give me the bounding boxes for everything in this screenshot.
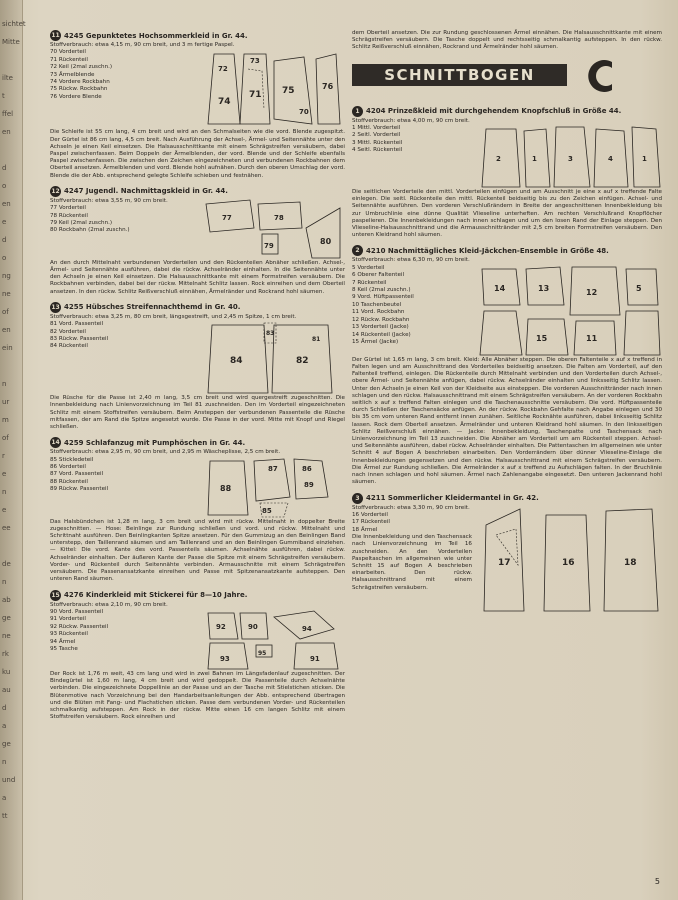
parts-list: 81 Vord. Passenteil 82 Vorderteil 83 Rückw. Passenteil 84 Rückenteil [50, 321, 109, 350]
article-4211 [352, 493, 662, 615]
material-supply: Stoffverbrauch: etwa 3,55 m, 90 cm breit. [50, 197, 168, 204]
article-title: 4276 Kinderkleid mit Stickerei für 8—10 Jahre. [64, 591, 248, 599]
svg-text:18: 18 [624, 557, 637, 568]
article-number: 15 [51, 591, 60, 599]
spine-fragment: Mitte [2, 38, 20, 46]
article-4276 [50, 590, 345, 722]
article-4247 [50, 186, 345, 296]
pattern-diagram [204, 609, 344, 671]
article-title: 4255 Hübsches Streifennachthemd in Gr. 40. [64, 303, 241, 312]
article-4245 [50, 30, 345, 180]
svg-text:83: 83 [266, 330, 275, 338]
article-title: 4245 Gepunktetes Hochsommerkleid in Gr. 44. [64, 31, 248, 40]
svg-text:1: 1 [532, 155, 537, 164]
pattern-diagram [204, 457, 344, 519]
spine-fragment: ee [2, 524, 11, 532]
spine-fragment: n [2, 578, 7, 586]
pattern-diagram [202, 198, 344, 260]
spine-fragment: en [2, 326, 11, 334]
article-number: 11 [51, 32, 60, 39]
section-title: SCHNITTBOGEN [352, 64, 567, 86]
parts-list: 70 Vorderteil 71 Rückenteil 72 Keil (2mal zuschn.) 73 Ärmelblende 74 Vordere Rockbahn 75 Rückw. Rockbahn 76 Vordere Blende [50, 49, 113, 100]
svg-text:82: 82 [296, 356, 309, 367]
svg-text:81: 81 [312, 336, 321, 344]
svg-text:13: 13 [538, 283, 550, 293]
svg-text:15: 15 [536, 333, 548, 343]
pattern-diagram [476, 265, 662, 357]
parts-list: 77 Vorderteil 78 Rückenteil 79 Keil (2mal zuschn.) 80 Rockbahn (2mal zuschn.) [50, 205, 130, 234]
pattern-diagram [204, 321, 344, 395]
svg-text:77: 77 [222, 213, 232, 222]
spine-fragment: o [2, 182, 7, 190]
svg-text:4: 4 [608, 155, 613, 164]
svg-text:1: 1 [642, 155, 647, 164]
svg-text:89: 89 [304, 480, 314, 489]
spine-fragment: ur [2, 398, 10, 406]
parts-list: 90 Vord. Passenteil 91 Vorderteil 92 Rückw. Passenteil 93 Rückenteil 94 Ärmel 95 Tasche [50, 608, 109, 652]
article-number: 3 [352, 493, 363, 504]
parts-list: 85 Stickledeteil 86 Vorderteil 87 Vord. Passenteil 88 Rückenteil 89 Rückw. Passenteil [50, 456, 109, 493]
material-supply: Stoffverbrauch: etwa 2,10 m, 90 cm breit. [50, 601, 168, 608]
svg-text:93: 93 [220, 654, 230, 663]
spine-fragment: ein [2, 344, 13, 352]
article-text: An den durch Mittelnaht verbundenen Vorderteilen und den Rückenteilen Abnäher schließen. Achsel-, Ärmel- und Seitennähte ausführen, dabei die rückw. Achselränder einhalten. In die Seitennähte unter den Achseln je einen Keil einsetzen. Die Halsausschnittkante mit einem Formstreifen versäubern. Die Rockbahnen verbinden, dabei bei der rückw. Mittelnaht Schlitz lassen. Rock einreihen und dem Oberteil ansetzen. In den rückw. Schlitz Reißverschluß einnähen, Ärmelränder und Rockrand hohl säumen. [50, 259, 345, 295]
spine-fragment: n [2, 380, 7, 388]
spine-fragment: a [2, 794, 7, 802]
parts-list: 1 Mittl. Vorderteil 2 Seitl. Vorderteil 3 Mittl. Rückenteil 4 Seitl. Rückenteil [352, 125, 403, 154]
article-text: Die Schleife ist 55 cm lang, 4 cm breit und wird an den Schmalseiten wie die vord. Blende zugespitzt. Der Gürtel ist 86 cm lang, 4,5 cm breit. Nach Ausführung der Achsel-, Ärmel- und Seitennähte unter den Achseln je einen Keil einsetzen. Die Halsausschnittkante mit einem Schrägstreifen versäubern, dabei Paspel zwischenfassen. Beim Doppeln der Ärmelblenden, der vord. Blende und der Schleife ebenfalls Paspel zwischenfassen. Die zwischen den Zeichen eingezeichneten und verbundenen Rockbahnen dem Oberteil ansetzen. Ärmelblenden und vord. Blende hohl aufnähen. Durch den oberen Umschlag der vord. Blende die der Abb. entsprechend gelegte Schleife schieben und festnähen. [50, 129, 345, 179]
piece-label: 75 [282, 86, 295, 97]
article-title: 4211 Sommerlicher Kleidermantel in Gr. 42. [366, 494, 539, 502]
pattern-diagram [476, 505, 662, 615]
spine-fragment: de [2, 560, 11, 568]
article-title: 4259 Schlafanzug mit Pumphöschen in Gr. 44. [64, 438, 246, 447]
spine-fragment: ge [2, 740, 11, 748]
continued-text: dem Oberteil ansetzen. Die zur Rundung geschlossenen Ärmel einnähen. Die Halsausschnittkante mit einem Schrägstreifen versäubern. Die Tasche doppelt und rechtsseitig schmalkantig aufsteppen. In den rückw. Schlitz Reißverschluß einnähen, Rockrand und Ärmelränder hohl säumen. [352, 30, 662, 51]
svg-text:84: 84 [230, 356, 243, 367]
spine-fragment: au [2, 686, 11, 694]
article-4204 [352, 106, 662, 240]
spine-fragment: n [2, 488, 7, 496]
section-banner [352, 56, 662, 98]
sheet-letter-icon [580, 56, 620, 96]
spine-fragment: ne [2, 290, 11, 298]
material-supply: Stoffverbrauch: etwa 4,00 m, 90 cm breit. [352, 117, 470, 124]
spine-fragment: e [2, 218, 7, 226]
spine-fragment: sichtet [2, 20, 26, 28]
spine-fragment: tt [2, 812, 8, 820]
spine-fragment: und [2, 776, 16, 784]
spine-fragment: e [2, 506, 7, 514]
article-4259 [50, 437, 345, 583]
spine-fragment: ffel [2, 110, 14, 118]
spine-fragment: r [2, 452, 5, 460]
spine-fragment: of [2, 434, 9, 442]
spine-fragment: a [2, 722, 7, 730]
material-supply: Stoffverbrauch: etwa 4,15 m, 90 cm breit, und 3 m fertige Paspel. [50, 42, 235, 48]
article-number: 12 [51, 187, 60, 195]
material-supply: Stoffverbrauch: etwa 3,25 m, 80 cm breit, längsgestreift, und 2,45 m Spitze, 1 cm breit. [50, 313, 297, 320]
svg-text:14: 14 [494, 283, 506, 293]
spine-fragment: ab [2, 596, 11, 604]
svg-text:3: 3 [568, 155, 573, 164]
material-supply: Stoffverbrauch: etwa 3,30 m, 90 cm breit. [352, 504, 470, 511]
article-text: Die Rüsche für die Passe ist 2,40 m lang, 3,5 cm breit und wird quergestreift zugeschnitten. Die Innenbekleidung nach Linienvorzeichnung im Teil 81 zuschneiden. Den im Vorderteil eingezeichneten Schlitz mit einem Stoffstreifen versäubern. Beim Ansteppen der verbundenen Passenteile die Rüsche mitfassen, der am Rand die Spitze angesetzt wurde. Die Passe in der vord. Mitte mit Knopf und Riegel schließen. [50, 395, 345, 431]
svg-text:91: 91 [310, 654, 320, 663]
material-supply: Stoffverbrauch: etwa 2,95 m, 90 cm breit, und 2,95 m Wäscheplisse, 2,5 cm breit. [50, 449, 281, 456]
previous-page-spine [0, 0, 26, 900]
spine-fragment: d [2, 164, 7, 172]
svg-text:12: 12 [586, 287, 598, 297]
svg-text:88: 88 [220, 483, 232, 493]
article-number: 1 [352, 106, 363, 117]
article-number: 14 [51, 439, 60, 447]
spine-fragment: d [2, 704, 7, 712]
svg-text:2: 2 [496, 155, 501, 164]
article-title: 4204 Prinzeßkleid mit durchgehendem Knopfschluß in Größe 44. [366, 107, 622, 116]
svg-text:92: 92 [216, 622, 226, 631]
left-column [50, 30, 345, 727]
spine-fragment: en [2, 128, 11, 136]
svg-text:78: 78 [274, 213, 284, 222]
spine-fragment: ng [2, 272, 11, 280]
svg-text:87: 87 [268, 464, 278, 473]
spine-fragment: ge [2, 614, 11, 622]
article-number: 13 [51, 303, 60, 311]
spine-fragment: ku [2, 668, 11, 676]
piece-label: 74 [218, 97, 231, 108]
pattern-diagram [476, 125, 662, 189]
spine-fragment: en [2, 200, 11, 208]
svg-text:11: 11 [586, 333, 598, 343]
spine-fragment: ne [2, 632, 11, 640]
svg-text:86: 86 [302, 464, 312, 473]
svg-text:95: 95 [258, 649, 267, 657]
spine-fragment: e [2, 470, 7, 478]
right-column [352, 30, 662, 621]
parts-list: 16 Vorderteil 17 Rückenteil 18 Ärmel [352, 511, 390, 533]
spine-fragment: t [2, 92, 5, 100]
pattern-diagram [204, 49, 344, 129]
article-text: Die Innenbekleidung und den Taschensack nach Linienvorzeichnung im Teil 16 zuschneiden. An den Vorderteilen Paspeltaschen im allgemeinen wie unter Schnitt 15 auf Bogen A beschrieben einarbeiten. Den rückw. Halsausschnittrand mit einem Schrägstreifen versäubern. [352, 534, 472, 591]
svg-text:79: 79 [264, 241, 274, 250]
piece-label: 76 [322, 82, 334, 92]
svg-text:85: 85 [262, 506, 272, 515]
article-title: 4247 Jugendl. Nachmittagskleid in Gr. 44. [64, 187, 228, 196]
piece-label: 70 [299, 108, 309, 117]
spine-fragment: n [2, 758, 7, 766]
piece-label: 71 [249, 90, 262, 101]
article-text: Der Gürtel ist 1,65 m lang, 3 cm breit. Kleid: Alle Abnäher steppen. Die oberen Faltenteile x auf x treffend in Falten legen und am Ausschnittrand des Vorderteiles beidseitig ansetzen. Die Falten am Vorderteil, auf den Faltenteil treffend, einlegen. Die Rückenteile durch Mittelnaht verbinden und den Vorderteilen durch Achsel-, obere Ärmel- und Seitennähte anfügen, dabei rückw. Achselränder einhalten und linksseitig Schlitz lassen. Unter den Achseln je einen Keil von der Kleidseite aus einsteppen. Die vorderen Ausschnittränder nach innen schlagen und den rückw. Halsausschnittrand mit einem Schrägstreifen versäubern. An der vorderen Rockbahn seitlich x auf x treffend Falten einlegen und die Taschenausschnitte versäubern. Die vord. Hüftpassenteile durch Schließen der Taschensäcke anfügen. An der rückw. Rockbahn Gehfalte nach Angabe einlegen und 30 bis 35 cm vom unteren Rand entfernt innen zunähen. Seitliche Rocknähte ausführen, dabei linksseitig Schlitz lassen. Rock dem Oberteil ansetzen. Ärmelränder und unteren Kleidrand hohl säumen. In den linksseitigen Schlitz Reißverschluß einnähen. — Jacke: Innenbekleidung, Taschenpatte und Taschensack nach Linienvorzeichnung im Teil 13 zuschneiden. Die Abnäher am Vorderteil um am Rückenteil steppen. Achsel- und Seitennähte ausführen, dabei rückw. Achselränder einhalten. Die Pattentaschen im allgemeinen wie unter Schnitt 4 auf Bogen A beschrieben einarbeiten. Den Vorderrändern über dünner Vlieseline-Einlage die Innenbekleidungen gegensetzen und den rückw. Halsausschnittrand mit einem Schrägstreifen versäubern. Die Ärmel zur Rundung schließen. Die Armelränder x auf x treffend zu Aufschlägen falten. In der Bruchlinie nach innen schlagen und hohl säumen. Ärmel nach Zahlenangabe eingesetzt. Den unteren Jackenrand hohl säumen. [352, 356, 662, 486]
spine-fragment: m [2, 416, 9, 424]
article-number: 2 [352, 245, 363, 256]
parts-list: 5 Vorderteil 6 Oberer Faltenteil 7 Rückenteil 8 Keil (2mal zuschn.) 9 Vord. Hüftpassenteil 10 Taschenbeutel 11 Vord. Rockbahn 12 Rückw. Rockbahn 13 Vorderteil (Jacke) 14 Rückenteil (Jacke) 15 Ärmel (Jacke) [352, 264, 414, 345]
article-title: 4210 Nachmittägliches Kleid-Jäckchen-Ensemble in Größe 48. [366, 246, 609, 255]
spine-fragment: ilte [2, 74, 13, 82]
svg-text:94: 94 [302, 624, 312, 633]
svg-text:17: 17 [498, 557, 511, 568]
spine-fragment: o [2, 254, 7, 262]
piece-label: 73 [250, 57, 260, 66]
article-text: Die seitlichen Vorderteile den mittl. Vorderteilen einfügen und am Ausschnitt je eine x auf x treffende Falte einlegen. Die seitl. Rückenteile den mittl. Rückenteil beidseitig bis zu den Zeichen einfügen. Achsel- und Seitennähte ausführen. Den vorderen Verschlußrändern in Breite der angeschnittenen Innenbekleidung bis zur Umbruchlinie eine dünne Qualität Vlieseline unterheften. Am rechten Verschlußrand Knopflöcher paspelieren. Die Innenbekleidungen nach innen schlagen und um den losen Rand der Einlage steppen. Den Vlieseline-Halsausschnittrand und die Armausschnittränder mit 2,5 cm breiten Formstreifen versäubern. Den unteren Kleidrand hohl säumen. [352, 189, 662, 239]
article-text: Das Halsbündchen ist 1,28 m lang, 3 cm breit und wird mit rückw. Mittelnaht in doppelter Breite zugeschnitten. — Hose: Beinlinge zur Rundung schließen und vord. und rückw. Mittelnaht und Schrittnaht ausführen. Den Beinlingkanten Spitze ansetzen. Für den Gummizug an den Beinlingen Band unterstepp, den Taillenrand säumen und am Taillenrand und an den Beinlingen Gummiband einziehen. — Kittel: Die vord. Kante des vord. Passenteils säumen. Achselnähte ausführen, dabei rückw. Achselränder einhalten. Der äußeren Kante der Passe die Spitze mit einem Schrägstreifen versäubern. Vorder- und Rückenteil durch Seitennähte verbinden. Armausschnitte mit einem Schrägstreifen versäubern. Die Passenansatzkante einreihen und Passe mit Spitzenansatzkante aufsteppen. Den unteren Rand säumen. [50, 518, 345, 583]
spine-fragment: of [2, 308, 9, 316]
article-4255 [50, 302, 345, 431]
page-number: 5 [654, 877, 660, 886]
svg-text:5: 5 [636, 283, 642, 293]
material-supply: Stoffverbrauch: etwa 6,30 m, 90 cm breit. [352, 257, 470, 264]
svg-text:80: 80 [320, 236, 332, 246]
article-4210 [352, 245, 662, 486]
svg-text:16: 16 [562, 557, 575, 568]
svg-text:90: 90 [248, 622, 258, 631]
spine-fragment: rk [2, 650, 9, 658]
article-text: Der Rock ist 1,76 m weit, 43 cm lang und wird in zwei Bahnen im Längsfadenlauf zugeschnitten. Der Bindegürtel ist 1,60 m lang, 4 cm breit und wird gedoppelt. Die Passenteile durch Achselnähte verbinden. Die eingezeichnete Doppellinie an der Passe und an der Tasche mit Stielstichen sticken. Die Blütenmotive nach Vorzeichnung bei den Handarbeitsanleitungen der Abb. entsprechend übertragen und die Blüten mit Fang- und Flachstichen sticken. Passe dem verbundenen Vorder- und Rückenteilen schmalkantig aufsteppen. Am Rock in der rückw. Mitte einen 16 cm langen Schlitz mit einem Stoffstreifen versäubern. Rock einreihen und [50, 670, 345, 721]
spine-fragment: d [2, 236, 7, 244]
piece-label: 72 [218, 65, 228, 74]
